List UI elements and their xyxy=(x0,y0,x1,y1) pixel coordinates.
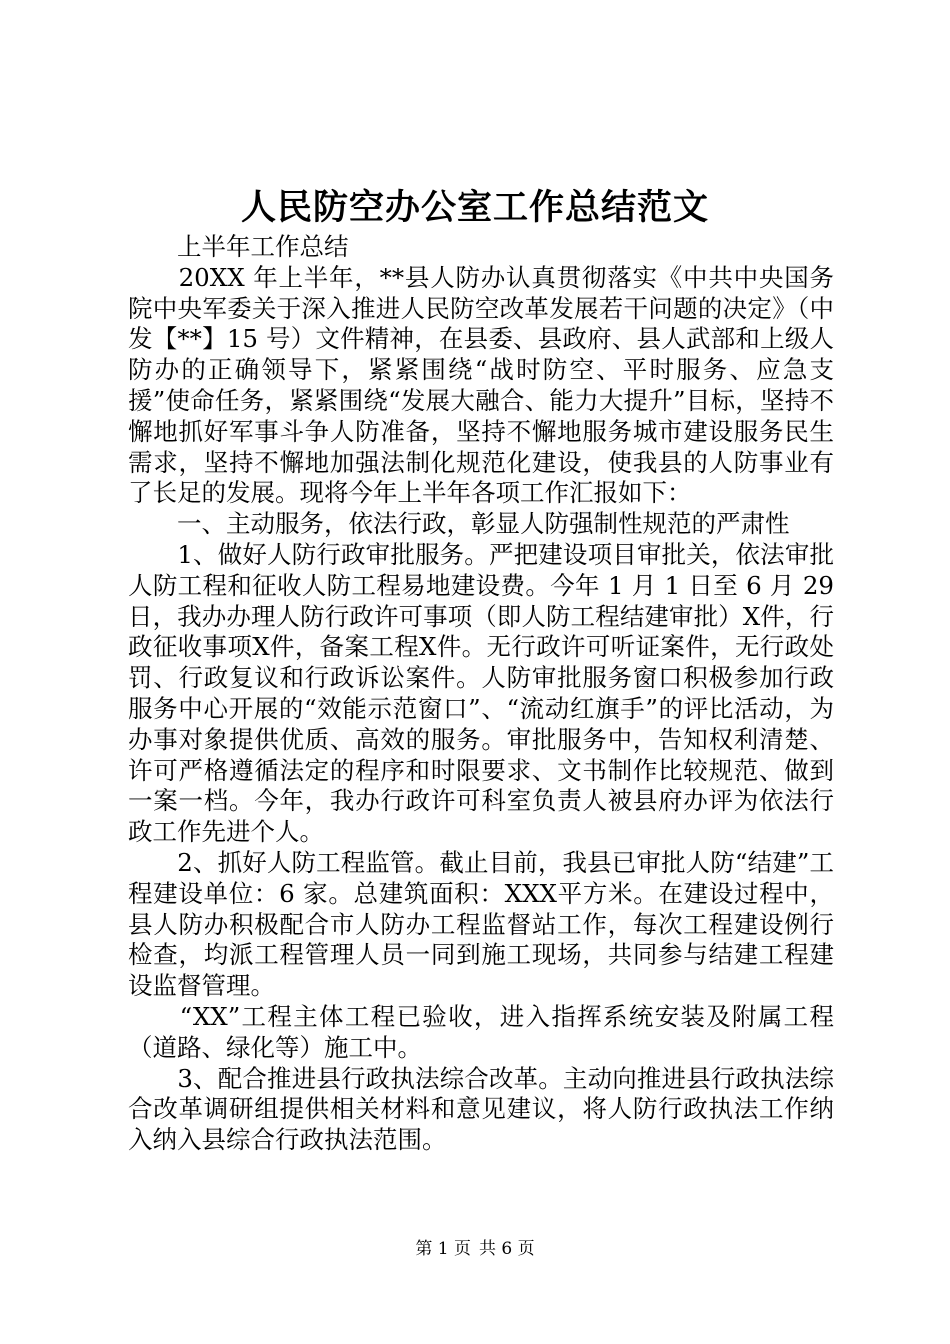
document-body xyxy=(128,232,842,1156)
paragraph-item-one: 1、做好人防行政审批服务。严把建设项目审批关，依法审批人防工程和征收人防工程易地建设费。今年 1 月 1 日至 6 月 29 日，我办办理人防行政许可事项（即人防工程结建审批）X件，行政征收事项X件，备案工程X件。无行政许可听证案件，无行政处罚、行政复议和行政诉讼案件。人防审批服务窗口积极参加行政服务中心开展的“效能示范窗口”、“流动红旗手”的评比活动，为办事对象提供优质、高效的服务。审批服务中，告知权利清楚、许可严格遵循法定的程序和时限要求、文书制作比较规范、做到一案一档。今年，我办行政许可科室负责人被县府办评为依法行政工作先进个人。 xyxy=(128,539,842,847)
paragraph-intro: 20XX 年上半年，**县人防办认真贯彻落实《中共中央国务院中央军委关于深入推进人民防空改革发展若干问题的决定》（中发【**】15 号）文件精神，在县委、县政府、县人武部和上级人防办的正确领导下，紧紧围绕“战时防空、平时服务、应急支援”使命任务，紧紧围绕“发展大融合、能力大提升”目标，坚持不懈地抓好军事斗争人防准备，坚持不懈地服务城市建设服务民生需求，坚持不懈地加强法制化规范化建设，使我县的人防事业有了长足的发展。现将今年上半年各项工作汇报如下： xyxy=(128,262,834,508)
paragraph-heading: 上半年工作总结 xyxy=(128,232,349,261)
paragraph-item-two: 2、抓好人防工程监管。截止目前，我县已审批人防“结建”工程建设单位：6 家。总建筑面积：XXX平方米。在建设过程中，县人防办积极配合市人防办工程监督站工作，每次工程建设例行检查，均派工程管理人员一同到施工现场，共同参与结建工程建设监督管理。 xyxy=(128,847,834,1001)
paragraph-section-one-heading: 一、主动服务，依法行政，彰显人防强制性规范的严肃性 xyxy=(128,509,790,539)
page-number: 第 1 页 xyxy=(415,1239,471,1259)
page-total: 共 6 页 xyxy=(479,1239,535,1259)
document-title: 人民防空办公室工作总结范文 xyxy=(240,187,709,228)
page-footer xyxy=(0,1238,950,1260)
paragraph-item-three: 3、配合推进县行政执法综合改革。主动向推进县行政执法综合改革调研组提供相关材料和意见建议，将人防行政执法工作纳入纳入县综合行政执法范围。 xyxy=(128,1063,834,1155)
paragraph-item-two-note: “XX”工程主体工程已验收，进入指挥系统安装及附属工程（道路、绿化等）施工中。 xyxy=(128,1001,834,1062)
